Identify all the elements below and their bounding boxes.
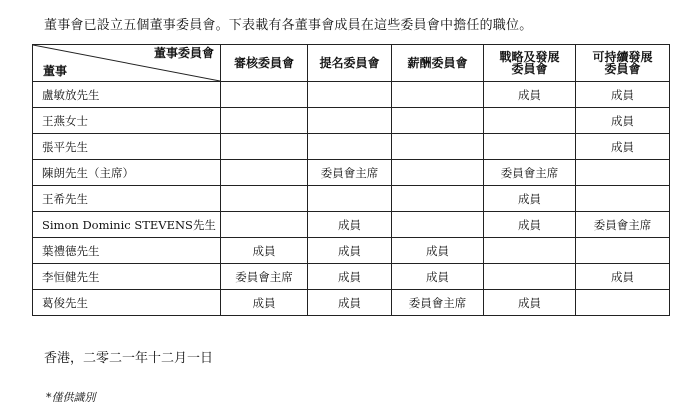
table-cell: [308, 186, 392, 212]
column-header-audit: 審核委員會: [221, 45, 308, 82]
column-header-nomination: 提名委員會: [308, 45, 392, 82]
table-cell: [221, 134, 308, 160]
table-cell: [392, 212, 484, 238]
director-name: 李恒健先生: [33, 264, 221, 290]
table-cell: [221, 108, 308, 134]
diagonal-header-cell: [33, 45, 221, 82]
table-row: [33, 212, 670, 238]
intro-paragraph: 董事會已設立五個董事委員會。下表載有各董事會成員在這些委員會中擔任的職位。: [44, 18, 533, 33]
director-name: 陳朗先生（主席）: [33, 160, 221, 186]
column-header-strategy: 戰略及發展委員會: [484, 45, 576, 82]
table-cell: [576, 160, 670, 186]
table-row: [33, 134, 670, 160]
table-row: [33, 108, 670, 134]
director-name: 王希先生: [33, 186, 221, 212]
date-line: 香港，二零二一年十二月一日: [44, 351, 214, 366]
table-cell: [484, 238, 576, 264]
table-cell: [484, 134, 576, 160]
table-cell: [308, 108, 392, 134]
table-row: [33, 82, 670, 108]
table-cell: [392, 160, 484, 186]
footnote: *僅供識別: [46, 391, 96, 404]
table-cell: [308, 134, 392, 160]
table-cell: 委員會主席: [221, 264, 308, 290]
table-cell: [576, 186, 670, 212]
table-cell: 成員: [576, 134, 670, 160]
table-cell: [392, 134, 484, 160]
table-row: [33, 160, 670, 186]
table-header-row: [33, 45, 670, 82]
director-axis-label: 董事: [43, 64, 68, 78]
table-cell: [221, 186, 308, 212]
table-row: [33, 186, 670, 212]
table-cell: 成員: [392, 264, 484, 290]
director-name: 葉禮德先生: [33, 238, 221, 264]
table-cell: 成員: [484, 82, 576, 108]
table-cell: 成員: [484, 212, 576, 238]
table-cell: [221, 160, 308, 186]
table-row: [33, 264, 670, 290]
director-name: 張平先生: [33, 134, 221, 160]
table-row: [33, 238, 670, 264]
table-cell: 成員: [308, 238, 392, 264]
table-cell: [576, 290, 670, 316]
table-cell: [392, 186, 484, 212]
table-cell: 委員會主席: [392, 290, 484, 316]
table-cell: 委員會主席: [484, 160, 576, 186]
table-cell: 委員會主席: [308, 160, 392, 186]
table-cell: 成員: [576, 82, 670, 108]
table-cell: [576, 238, 670, 264]
director-name: 葛俊先生: [33, 290, 221, 316]
table-cell: 成員: [484, 186, 576, 212]
table-cell: 成員: [576, 108, 670, 134]
table-cell: [308, 82, 392, 108]
director-name: Simon Dominic STEVENS先生: [33, 212, 221, 238]
table-cell: 成員: [308, 290, 392, 316]
director-name: 王燕女士: [33, 108, 221, 134]
table-cell: 成員: [308, 264, 392, 290]
column-header-sustainability: 可持續發展委員會: [576, 45, 670, 82]
table-cell: [221, 82, 308, 108]
table-cell: 成員: [392, 238, 484, 264]
table-cell: 委員會主席: [576, 212, 670, 238]
table-cell: 成員: [308, 212, 392, 238]
table-cell: 成員: [221, 238, 308, 264]
table-cell: [484, 108, 576, 134]
table-cell: 成員: [576, 264, 670, 290]
table-cell: 成員: [484, 290, 576, 316]
table-cell: [221, 212, 308, 238]
committee-axis-label: 董事委員會: [153, 46, 214, 60]
table-row: [33, 290, 670, 316]
column-header-remuneration: 薪酬委員會: [392, 45, 484, 82]
table-cell: [392, 108, 484, 134]
table-cell: 成員: [221, 290, 308, 316]
director-name: 盧敏放先生: [33, 82, 221, 108]
committee-table: [32, 44, 670, 316]
table-cell: [484, 264, 576, 290]
table-cell: [392, 82, 484, 108]
